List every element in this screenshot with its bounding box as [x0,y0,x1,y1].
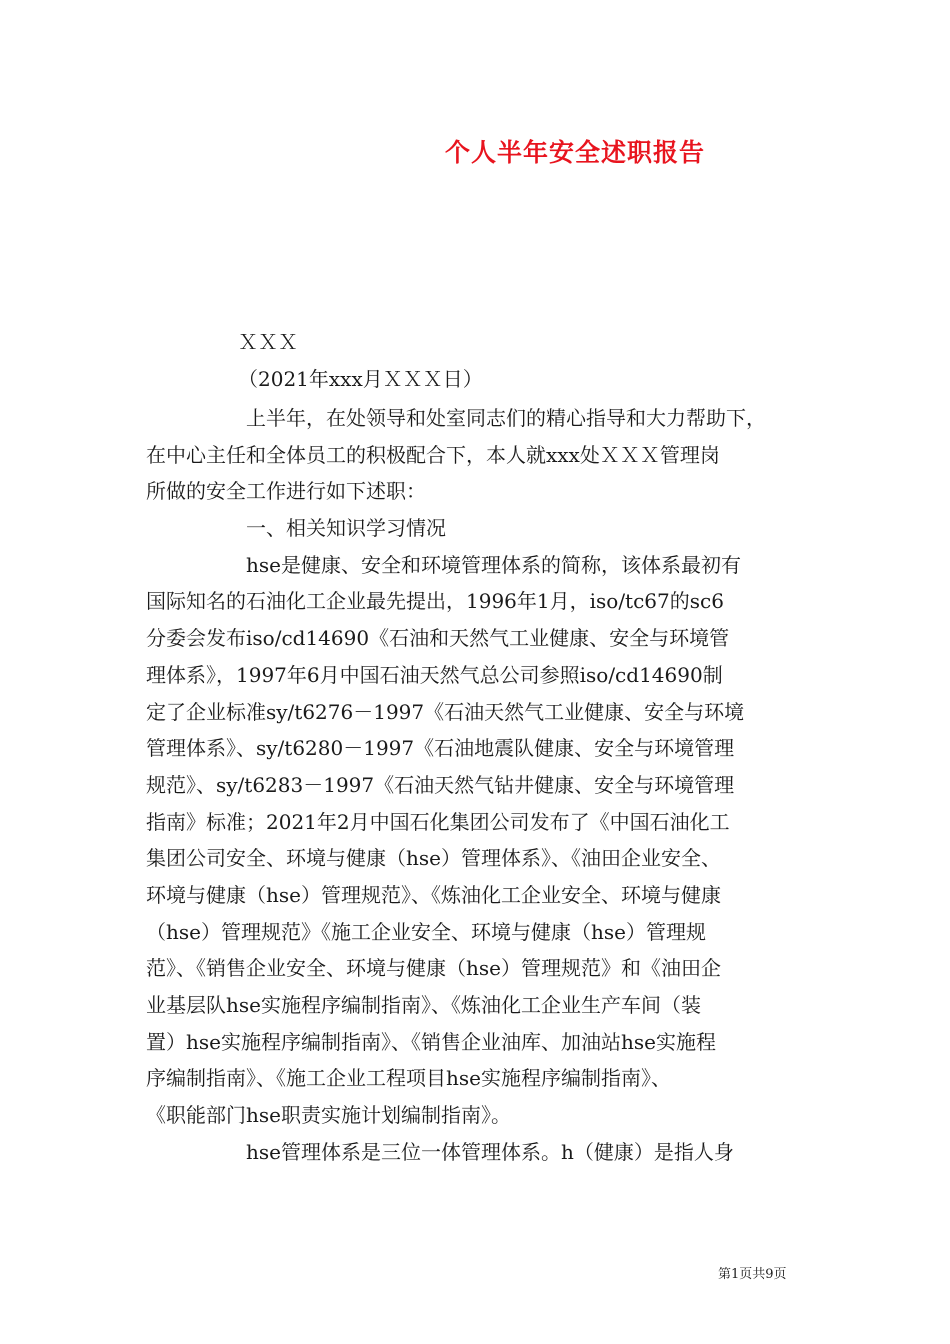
body-line: 理体系》，1997年6月中国石油天然气总公司参照iso/cd14690制 [146,662,723,687]
body-line: 规范》、sy/t6283－1997《石油天然气钻井健康、安全与环境管理 [146,772,735,797]
page-title: 个人半年安全述职报告 [444,138,705,167]
body-line: 集团公司安全、环境与健康（hse）管理体系》、《油田企业安全、 [146,846,721,871]
report-date: （2021年xxx月ＸＸＸ日） [238,367,483,391]
body-line: 环境与健康（hse）管理规范》、《炼油化工企业安全、环境与健康 [146,882,721,907]
body-text [146,400,826,1170]
body-line: 国际知名的石油化工企业最先提出，1996年1月，iso/tc67的sc6 [146,589,724,614]
body-line: 范》、《销售企业安全、环境与健康（hse）管理规范》和《油田企 [146,956,721,981]
body-line: 所做的安全工作进行如下述职： [146,479,426,504]
body-line: 定了企业标准sy/t6276－1997《石油天然气工业健康、安全与环境 [146,699,745,724]
body-line: 上半年，在处领导和处室同志们的精心指导和大力帮助下， [246,406,766,430]
body-line: 置）hse实施程序编制指南》、《销售企业油库、加油站hse实施程 [146,1029,716,1054]
body-line: hse是健康、安全和环境管理体系的简称，该体系最初有 [246,552,741,577]
page-number: 第1页共9页 [718,1267,787,1282]
body-line: hse管理体系是三位一体管理体系。h（健康）是指人身 [246,1139,734,1164]
body-line: 序编制指南》、《施工企业工程项目hse实施程序编制指南》、 [146,1066,671,1091]
body-line: 管理体系》、sy/t6280－1997《石油地震队健康、安全与环境管理 [146,736,735,761]
body-line: 指南》标准；2021年2月中国石化集团公司发布了《中国石油化工 [146,809,730,834]
section-heading: 一、相关知识学习情况 [246,516,446,541]
author-name: ＸＸＸ [238,330,298,354]
body-line: 分委会发布iso/cd14690《石油和天然气工业健康、安全与环境管 [146,626,730,651]
body-line: 在中心主任和全体员工的积极配合下，本人就xxx处ＸＸＸ管理岗 [146,442,720,467]
body-line: （hse）管理规范》《施工企业安全、环境与健康（hse）管理规 [146,919,706,944]
body-line: 《职能部门hse职责实施计划编制指南》。 [146,1103,511,1128]
body-line: 业基层队hse实施程序编制指南》、《炼油化工企业生产车间（装 [146,993,701,1017]
